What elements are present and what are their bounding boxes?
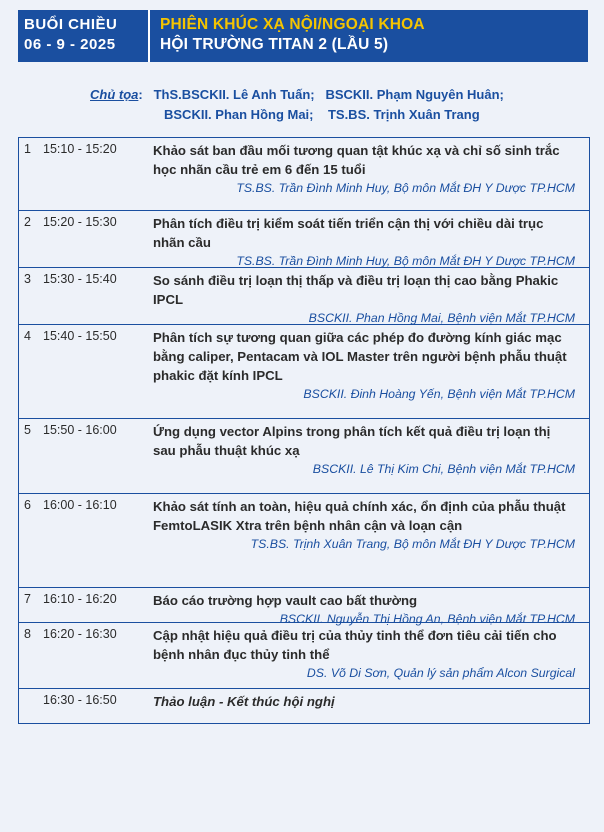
- agenda-item: [19, 419, 589, 494]
- session-name: BUỔI CHIỀU: [24, 16, 118, 33]
- item-number: 4: [24, 329, 31, 343]
- item-title: Khảo sát tính an toàn, hiệu quả chính xác, ổn định của phẫu thuật FemtoLASIK Xtra trên bệnh nhân cận và loạn cận: [153, 499, 566, 533]
- item-title: Báo cáo trường hợp vault cao bất thường: [153, 593, 418, 608]
- agenda-table: [18, 137, 590, 724]
- item-speaker: TS.BS. Trần Đình Minh Huy, Bộ môn Mắt ĐH Y Dược TP.HCM: [236, 254, 575, 268]
- session-title: PHIÊN KHÚC XẠ NỘI/NGOẠI KHOA: [160, 16, 425, 33]
- session-venue: HỘI TRƯỜNG TITAN 2 (LẦU 5): [160, 36, 389, 53]
- chairpersons: Chủ tọa: ThS.BSCKII. Lê Anh Tuấn; BSCKII. Phạm Nguyên Huân; BSCKII. Phan Hồng Mai; TS.BS. Trịnh Xuân Trang: [90, 87, 504, 122]
- item-number: 8: [24, 627, 31, 641]
- chair-name: BSCKII. Phạm Nguyên Huân;: [325, 87, 504, 102]
- chair-name: BSCKII. Phan Hồng Mai;: [164, 107, 314, 122]
- item-title: Phân tích điều trị kiểm soát tiến triển cận thị với chiều dài trục nhãn cầu: [153, 216, 544, 250]
- item-speaker: BSCKII. Lê Thị Kim Chi, Bệnh viện Mắt TP.HCM: [312, 462, 575, 476]
- item-time: 16:10 - 16:20: [43, 592, 117, 606]
- item-title: Ứng dụng vector Alpins trong phân tích kết quả điều trị loạn thị sau phẫu thuật khúc xạ: [153, 424, 551, 458]
- item-time: 15:50 - 16:00: [43, 423, 117, 437]
- item-time: 15:20 - 15:30: [43, 215, 117, 229]
- item-number: 7: [24, 592, 31, 606]
- agenda-item: [19, 138, 589, 211]
- session-header: [18, 10, 588, 62]
- chair-name: ThS.BSCKII. Lê Anh Tuấn;: [153, 87, 315, 102]
- item-time: 16:30 - 16:50: [43, 693, 117, 707]
- agenda-item: [19, 494, 589, 588]
- item-time: 16:20 - 16:30: [43, 627, 117, 641]
- item-time: 15:30 - 15:40: [43, 272, 117, 286]
- session-info: [18, 10, 150, 62]
- item-title: Thảo luận - Kết thúc hội nghị: [153, 694, 335, 709]
- item-number: 2: [24, 215, 31, 229]
- item-speaker: DS. Võ Di Sơn, Quản lý sản phẩm Alcon Surgical: [306, 666, 575, 680]
- agenda-item: [19, 211, 589, 268]
- item-title: So sánh điều trị loạn thị thấp và điều trị loạn thị cao bằng Phakic IPCL: [153, 273, 559, 307]
- item-speaker: TS.BS. Trịnh Xuân Trang, Bộ môn Mắt ĐH Y Dược TP.HCM: [250, 537, 575, 551]
- item-speaker: BSCKII. Đinh Hoàng Yến, Bệnh viện Mắt TP.HCM: [303, 387, 575, 401]
- agenda-item: [19, 689, 589, 723]
- item-number: 1: [24, 142, 31, 156]
- session-date: 06 - 9 - 2025: [24, 36, 116, 53]
- item-speaker: BSCKII. Phan Hồng Mai, Bệnh viện Mắt TP.HCM: [308, 311, 575, 325]
- agenda-item: [19, 588, 589, 626]
- agenda-item: [19, 268, 589, 325]
- item-title: Khảo sát ban đầu mối tương quan tật khúc xạ và chỉ số sinh trắc học nhãn cầu trẻ em 6 đến 15 tuổi: [153, 143, 560, 177]
- agenda-item: [19, 623, 589, 689]
- item-speaker: BSCKII. Nguyễn Thị Hồng An, Bệnh viện Mắt TP.HCM: [279, 612, 575, 626]
- item-title: Cập nhật hiệu quả điều trị của thủy tinh thể đơn tiêu cải tiến cho bệnh nhân đục thủy tinh thể: [153, 628, 557, 662]
- session-details: [150, 10, 588, 62]
- item-number: 6: [24, 498, 31, 512]
- item-time: 16:00 - 16:10: [43, 498, 117, 512]
- agenda-item: [19, 325, 589, 419]
- item-speaker: [19, 711, 589, 713]
- item-time: 15:40 - 15:50: [43, 329, 117, 343]
- item-title: Phân tích sự tương quan giữa các phép đo đường kính giác mạc bằng caliper, Pentacam và IOL Master trên người bệnh phẫu thuật phakic đặt kính IPCL: [153, 330, 567, 383]
- item-number: 5: [24, 423, 31, 437]
- chair-name: TS.BS. Trịnh Xuân Trang: [327, 107, 480, 122]
- item-speaker: TS.BS. Trần Đình Minh Huy, Bộ môn Mắt ĐH Y Dược TP.HCM: [236, 181, 575, 195]
- chair-label: Chủ tọa: [90, 87, 139, 102]
- item-time: 15:10 - 15:20: [43, 142, 117, 156]
- item-number: 3: [24, 272, 31, 286]
